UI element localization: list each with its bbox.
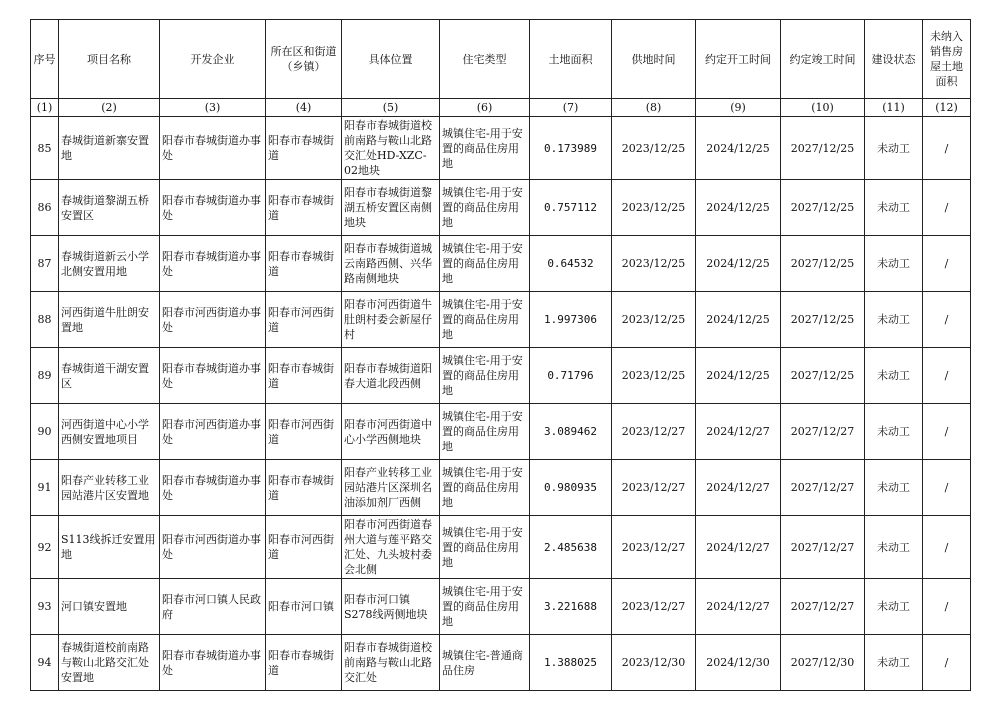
cell-status: 未动工 — [865, 236, 923, 292]
cell-district: 阳春市春城街道 — [266, 635, 342, 691]
table-body — [31, 117, 971, 691]
table-row — [31, 579, 971, 635]
table-row — [31, 348, 971, 404]
cell-supply-date: 2023/12/25 — [612, 348, 696, 404]
cell-district: 阳春市春城街道 — [266, 236, 342, 292]
table-row — [31, 635, 971, 691]
cell-no: 85 — [31, 117, 59, 180]
cell-location: 阳春市河西街道中心小学西侧地块 — [342, 404, 440, 460]
cell-land-area: 0.757112 — [530, 180, 612, 236]
index-row — [31, 99, 971, 117]
cell-housing-type: 城镇住宅-用于安置的商品住房用地 — [440, 180, 530, 236]
cell-project-name: 阳春产业转移工业园站港片区安置地 — [59, 460, 160, 516]
cell-excluded-area: / — [923, 579, 971, 635]
cell-project-name: 春城街道黎湖五桥安置区 — [59, 180, 160, 236]
cell-district: 阳春市河西街道 — [266, 292, 342, 348]
cell-supply-date: 2023/12/27 — [612, 404, 696, 460]
index-label: (9) — [696, 99, 781, 117]
table-row — [31, 516, 971, 579]
cell-start-date: 2024/12/27 — [696, 516, 781, 579]
cell-housing-type: 城镇住宅-用于安置的商品住房用地 — [440, 516, 530, 579]
cell-supply-date: 2023/12/27 — [612, 516, 696, 579]
cell-start-date: 2024/12/27 — [696, 404, 781, 460]
index-label: (10) — [781, 99, 865, 117]
index-label: (3) — [160, 99, 266, 117]
header-no: 序号 — [31, 20, 59, 99]
cell-status: 未动工 — [865, 117, 923, 180]
table-row — [31, 180, 971, 236]
cell-location: 阳春市春城街道城云南路西侧、兴华路南侧地块 — [342, 236, 440, 292]
cell-developer: 阳春市春城街道办事处 — [160, 460, 266, 516]
cell-excluded-area: / — [923, 516, 971, 579]
cell-housing-type: 城镇住宅-用于安置的商品住房用地 — [440, 117, 530, 180]
table-row — [31, 404, 971, 460]
cell-location: 阳春市春城街道校前南路与鞍山北路交汇处 — [342, 635, 440, 691]
cell-no: 90 — [31, 404, 59, 460]
cell-start-date: 2024/12/25 — [696, 236, 781, 292]
header-start-date: 约定开工时间 — [696, 20, 781, 99]
cell-housing-type: 城镇住宅-用于安置的商品住房用地 — [440, 404, 530, 460]
cell-project-name: 河口镇安置地 — [59, 579, 160, 635]
index-label: (4) — [266, 99, 342, 117]
header-developer: 开发企业 — [160, 20, 266, 99]
cell-housing-type: 城镇住宅-用于安置的商品住房用地 — [440, 292, 530, 348]
cell-finish-date: 2027/12/27 — [781, 516, 865, 579]
cell-land-area: 0.64532 — [530, 236, 612, 292]
header-district: 所在区和街道（乡镇） — [266, 20, 342, 99]
header-row — [31, 20, 971, 99]
cell-project-name: 春城街道校前南路与鞍山北路交汇处安置地 — [59, 635, 160, 691]
cell-developer: 阳春市春城街道办事处 — [160, 117, 266, 180]
cell-land-area: 3.089462 — [530, 404, 612, 460]
cell-start-date: 2024/12/25 — [696, 348, 781, 404]
header-project-name: 项目名称 — [59, 20, 160, 99]
cell-land-area: 1.388025 — [530, 635, 612, 691]
cell-excluded-area: / — [923, 117, 971, 180]
cell-start-date: 2024/12/25 — [696, 180, 781, 236]
index-label: (1) — [31, 99, 59, 117]
cell-location: 阳春市春城街道黎湖五桥安置区南侧地块 — [342, 180, 440, 236]
cell-project-name: 春城街道新云小学北侧安置用地 — [59, 236, 160, 292]
cell-start-date: 2024/12/30 — [696, 635, 781, 691]
cell-developer: 阳春市河西街道办事处 — [160, 404, 266, 460]
cell-location: 阳春市河西街道牛肚朗村委会新屋仔村 — [342, 292, 440, 348]
cell-supply-date: 2023/12/25 — [612, 180, 696, 236]
cell-excluded-area: / — [923, 236, 971, 292]
cell-location: 阳春市春城街道校前南路与鞍山北路交汇处HD-XZC-02地块 — [342, 117, 440, 180]
cell-status: 未动工 — [865, 292, 923, 348]
cell-land-area: 0.980935 — [530, 460, 612, 516]
cell-finish-date: 2027/12/27 — [781, 404, 865, 460]
cell-start-date: 2024/12/27 — [696, 460, 781, 516]
cell-start-date: 2024/12/25 — [696, 292, 781, 348]
cell-housing-type: 城镇住宅-用于安置的商品住房用地 — [440, 460, 530, 516]
header-excluded-area: 未纳入销售房屋土地面积 — [923, 20, 971, 99]
cell-district: 阳春市春城街道 — [266, 180, 342, 236]
cell-location: 阳春市春城街道阳春大道北段西侧 — [342, 348, 440, 404]
index-label: (12) — [923, 99, 971, 117]
cell-developer: 阳春市春城街道办事处 — [160, 348, 266, 404]
cell-finish-date: 2027/12/25 — [781, 180, 865, 236]
cell-housing-type: 城镇住宅-普通商品住房 — [440, 635, 530, 691]
cell-district: 阳春市河西街道 — [266, 516, 342, 579]
cell-status: 未动工 — [865, 180, 923, 236]
cell-no: 87 — [31, 236, 59, 292]
cell-supply-date: 2023/12/27 — [612, 579, 696, 635]
cell-developer: 阳春市河西街道办事处 — [160, 516, 266, 579]
cell-excluded-area: / — [923, 404, 971, 460]
cell-finish-date: 2027/12/27 — [781, 460, 865, 516]
cell-no: 88 — [31, 292, 59, 348]
header-status: 建设状态 — [865, 20, 923, 99]
cell-no: 93 — [31, 579, 59, 635]
cell-land-area: 2.485638 — [530, 516, 612, 579]
cell-district: 阳春市春城街道 — [266, 348, 342, 404]
cell-supply-date: 2023/12/25 — [612, 292, 696, 348]
cell-finish-date: 2027/12/25 — [781, 117, 865, 180]
header-supply-date: 供地时间 — [612, 20, 696, 99]
cell-status: 未动工 — [865, 635, 923, 691]
cell-start-date: 2024/12/27 — [696, 579, 781, 635]
cell-finish-date: 2027/12/25 — [781, 348, 865, 404]
header-housing-type: 住宅类型 — [440, 20, 530, 99]
cell-start-date: 2024/12/25 — [696, 117, 781, 180]
cell-status: 未动工 — [865, 516, 923, 579]
cell-project-name: S113线拆迁安置用地 — [59, 516, 160, 579]
cell-finish-date: 2027/12/27 — [781, 579, 865, 635]
header-land-area: 土地面积 — [530, 20, 612, 99]
index-label: (7) — [530, 99, 612, 117]
cell-supply-date: 2023/12/25 — [612, 117, 696, 180]
cell-project-name: 春城街道干湖安置区 — [59, 348, 160, 404]
cell-excluded-area: / — [923, 292, 971, 348]
cell-no: 89 — [31, 348, 59, 404]
cell-excluded-area: / — [923, 348, 971, 404]
land-supply-table — [30, 19, 971, 691]
cell-no: 91 — [31, 460, 59, 516]
cell-land-area: 1.997306 — [530, 292, 612, 348]
cell-housing-type: 城镇住宅-用于安置的商品住房用地 — [440, 579, 530, 635]
table-row — [31, 236, 971, 292]
cell-finish-date: 2027/12/30 — [781, 635, 865, 691]
cell-finish-date: 2027/12/25 — [781, 236, 865, 292]
cell-district: 阳春市河口镇 — [266, 579, 342, 635]
cell-land-area: 0.173989 — [530, 117, 612, 180]
cell-location: 阳春市河西街道春州大道与莲平路交汇处、九头坡村委会北侧 — [342, 516, 440, 579]
table-row — [31, 460, 971, 516]
cell-project-name: 春城街道新寨安置地 — [59, 117, 160, 180]
header-location: 具体位置 — [342, 20, 440, 99]
cell-supply-date: 2023/12/30 — [612, 635, 696, 691]
cell-location: 阳春市河口镇S278线两侧地块 — [342, 579, 440, 635]
cell-developer: 阳春市河西街道办事处 — [160, 292, 266, 348]
cell-housing-type: 城镇住宅-用于安置的商品住房用地 — [440, 348, 530, 404]
table-row — [31, 117, 971, 180]
cell-excluded-area: / — [923, 180, 971, 236]
cell-district: 阳春市春城街道 — [266, 460, 342, 516]
cell-status: 未动工 — [865, 579, 923, 635]
cell-land-area: 3.221688 — [530, 579, 612, 635]
cell-excluded-area: / — [923, 635, 971, 691]
cell-district: 阳春市春城街道 — [266, 117, 342, 180]
cell-location: 阳春产业转移工业园站港片区深圳名油添加剂厂西侧 — [342, 460, 440, 516]
index-label: (11) — [865, 99, 923, 117]
cell-district: 阳春市河西街道 — [266, 404, 342, 460]
cell-developer: 阳春市春城街道办事处 — [160, 180, 266, 236]
cell-supply-date: 2023/12/25 — [612, 236, 696, 292]
cell-project-name: 河西街道中心小学西侧安置地项目 — [59, 404, 160, 460]
index-label: (6) — [440, 99, 530, 117]
cell-no: 92 — [31, 516, 59, 579]
index-label: (5) — [342, 99, 440, 117]
table-row — [31, 292, 971, 348]
index-label: (2) — [59, 99, 160, 117]
index-label: (8) — [612, 99, 696, 117]
cell-project-name: 河西街道牛肚朗安置地 — [59, 292, 160, 348]
header-finish-date: 约定竣工时间 — [781, 20, 865, 99]
cell-status: 未动工 — [865, 460, 923, 516]
cell-no: 94 — [31, 635, 59, 691]
cell-status: 未动工 — [865, 404, 923, 460]
cell-developer: 阳春市河口镇人民政府 — [160, 579, 266, 635]
cell-supply-date: 2023/12/27 — [612, 460, 696, 516]
cell-land-area: 0.71796 — [530, 348, 612, 404]
cell-housing-type: 城镇住宅-用于安置的商品住房用地 — [440, 236, 530, 292]
cell-developer: 阳春市春城街道办事处 — [160, 635, 266, 691]
cell-developer: 阳春市春城街道办事处 — [160, 236, 266, 292]
cell-finish-date: 2027/12/25 — [781, 292, 865, 348]
cell-status: 未动工 — [865, 348, 923, 404]
cell-no: 86 — [31, 180, 59, 236]
cell-excluded-area: / — [923, 460, 971, 516]
